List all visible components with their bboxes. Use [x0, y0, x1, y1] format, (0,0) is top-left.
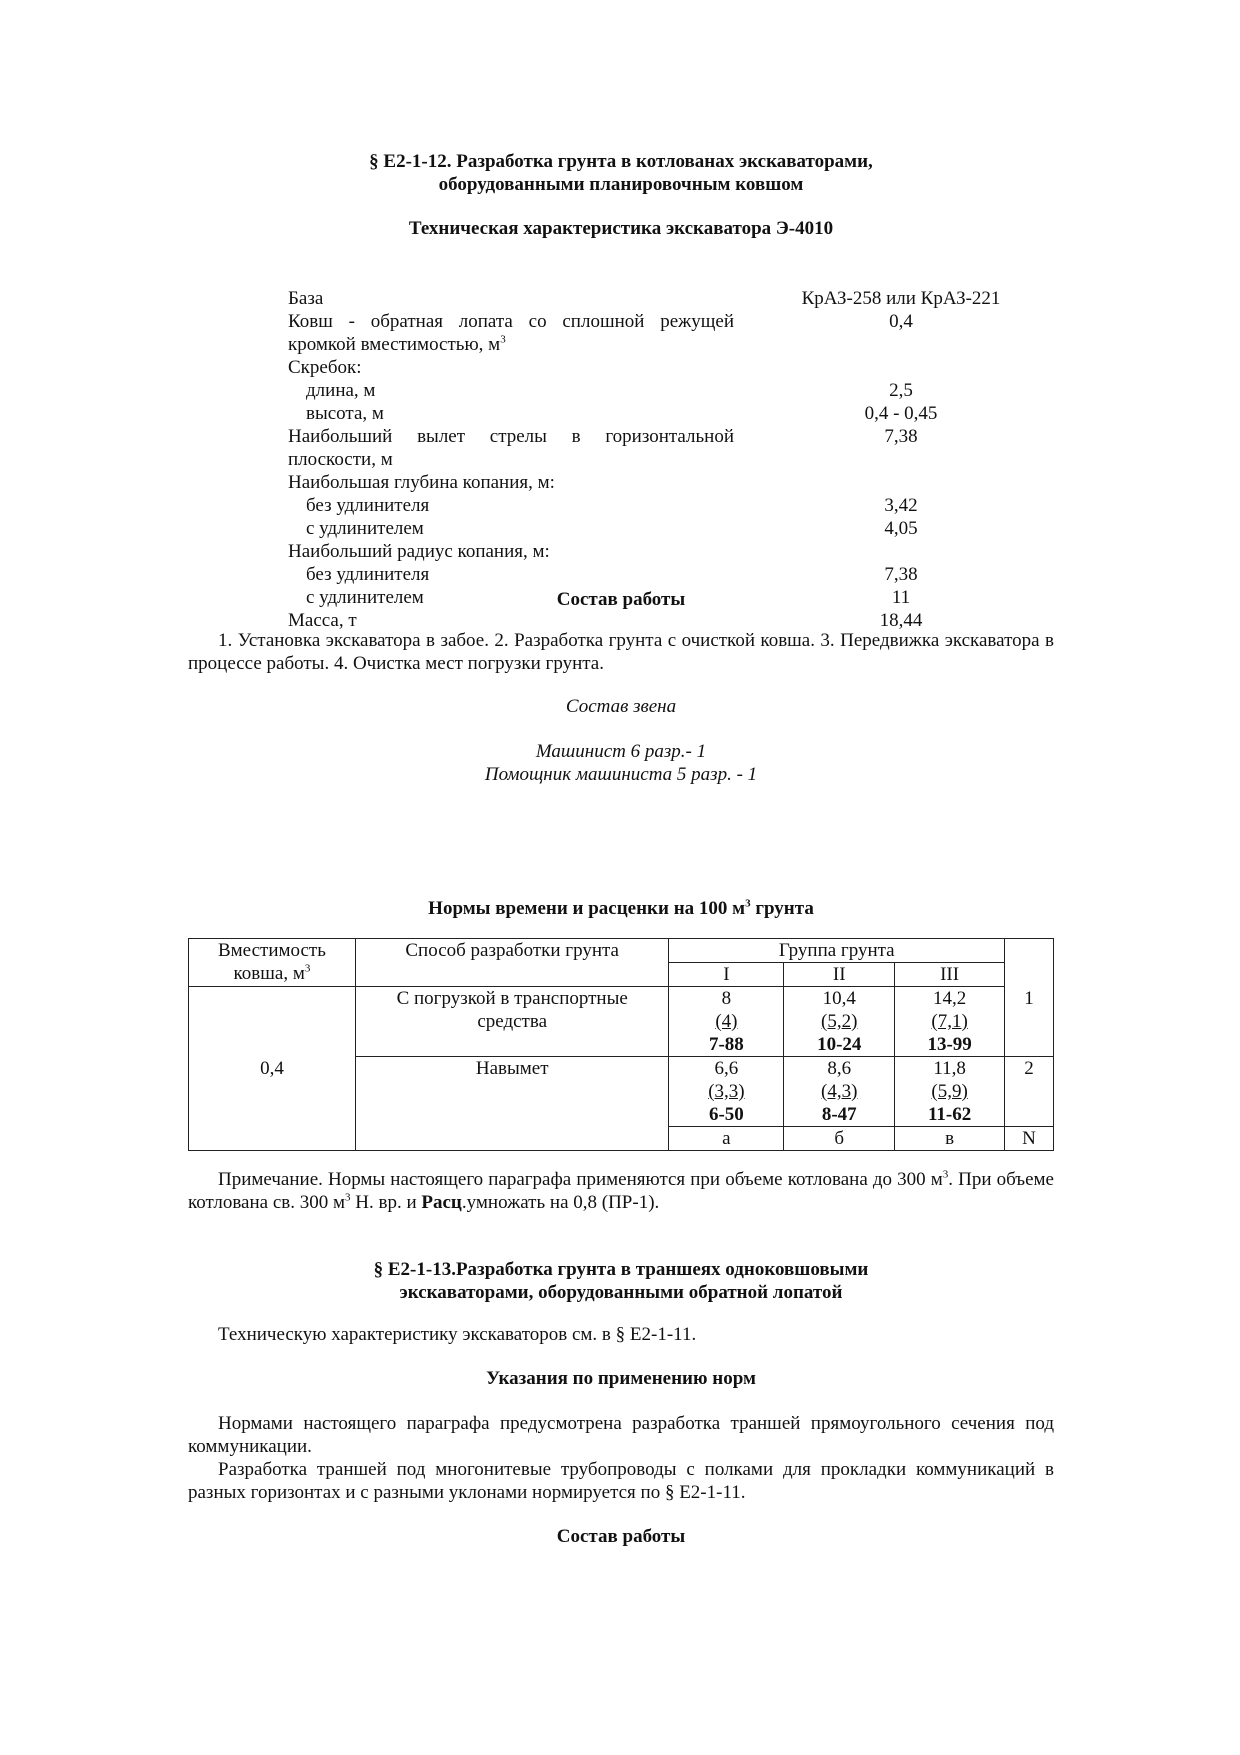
tech-ref: Техническую характеристику экскаваторов см. в § Е2-1-11.: [218, 1324, 697, 1345]
norms-title: [188, 897, 1054, 920]
norms-table: [188, 938, 1054, 1151]
row-number: 2: [1005, 1057, 1054, 1127]
spec-value: 2,5: [889, 380, 913, 401]
section1-title-line2: оборудованными планировочным ковшом: [438, 174, 804, 195]
note-sup-1: 3: [942, 1168, 949, 1181]
machine-time: (5,9): [931, 1081, 968, 1102]
crew-title: Состав звена: [565, 696, 677, 717]
spec-label-text: без удлинителя: [306, 564, 430, 585]
footer-v: в: [895, 1127, 1005, 1151]
spec-label: [288, 540, 734, 563]
spec-row: [288, 287, 1068, 310]
spec-value: [734, 356, 1068, 379]
spec-row: [288, 471, 1068, 494]
spec-label: [288, 494, 734, 517]
header-capacity-text: Вместимость ковша, м: [217, 940, 326, 984]
section2-title: [188, 1258, 1054, 1304]
spec-label-text: без удлинителя: [306, 495, 430, 516]
time-norm: 8: [721, 988, 732, 1009]
header-capacity-sup: 3: [304, 962, 311, 975]
value-cell: [895, 987, 1005, 1057]
crew-line-1: Машинист 6 разр.- 1: [535, 741, 707, 762]
spec-label-text: Скребок:: [288, 357, 362, 378]
rate: 11-62: [927, 1104, 972, 1125]
spec-label-text: длина, м: [306, 380, 376, 401]
time-norm: 11,8: [933, 1058, 966, 1079]
time-norm: 6,6: [714, 1058, 739, 1079]
note-sup-2: 3: [345, 1191, 351, 1204]
table-row: [189, 987, 1054, 1057]
norms-title-end: грунта: [750, 898, 814, 919]
note: [188, 1168, 1054, 1214]
spec-label-text: Наибольший вылет стрелы в горизонтальной плоскости, м: [288, 426, 734, 470]
machine-time: (4): [715, 1011, 738, 1032]
spec-label: [288, 287, 734, 310]
spec-value: 4,05: [884, 518, 918, 539]
value-cell: [895, 1057, 1005, 1127]
spec-label-text: База: [288, 288, 324, 309]
time-norm: 10,4: [822, 988, 856, 1009]
header-group: Группа грунта: [669, 939, 1005, 963]
note-part-c: Н. вр. и: [350, 1192, 422, 1213]
spec-label: [288, 425, 734, 471]
guide-paragraph-1: Нормами настоящего параграфа предусмотрена разработка траншей прямоугольного сечения под коммуникации.: [188, 1413, 1054, 1457]
spec-row: [288, 402, 1068, 425]
spec-row: [288, 494, 1068, 517]
capacity-cell: 0,4: [189, 987, 356, 1151]
spec-label-text: Масса, т: [288, 610, 357, 631]
spec-label: [288, 356, 734, 379]
spec-value: КрАЗ-258 или КрАЗ-221: [801, 288, 1001, 309]
header-capacity: [189, 939, 356, 987]
spec-label-text: высота, м: [306, 403, 384, 424]
spec-label-text: с удлинителем: [306, 587, 424, 608]
spec-title: Техническая характеристика экскаватора Э-4010: [408, 218, 834, 239]
spec-label-text: Ковш - обратная лопата со сплошной режущей кромкой вместимостью, м: [288, 311, 734, 355]
header-method: Способ разработки грунта: [355, 939, 669, 987]
section2-work-title: Состав работы: [556, 1526, 686, 1547]
spec-label: [288, 471, 734, 494]
spec-row: [288, 517, 1068, 540]
footer-n: N: [1005, 1127, 1054, 1151]
section2-title-line2: экскаваторами, оборудованными обратной лопатой: [399, 1282, 843, 1303]
norms-title-text: Нормы времени и расценки на 100 м: [428, 898, 746, 919]
spec-label-sup: 3: [500, 333, 506, 346]
crew-list: [188, 740, 1054, 786]
method-cell: С погрузкой в транспортные средства: [355, 987, 669, 1057]
spec-value: [734, 540, 1068, 563]
spec-label-text: с удлинителем: [306, 518, 424, 539]
work-title: Состав работы: [556, 589, 686, 610]
value-cell: [669, 987, 784, 1057]
guide-title: Указания по применению норм: [486, 1368, 756, 1389]
footer-b: б: [784, 1127, 895, 1151]
section2-title-line1: § Е2-1-13.Разработка грунта в траншеях одноковшовыми: [373, 1259, 869, 1280]
spec-value: 3,42: [884, 495, 918, 516]
header-group-1: I: [669, 963, 784, 987]
section1-title: [188, 150, 1054, 196]
guide-paragraph-2: Разработка траншей под многонитевые трубопроводы с полками для прокладки коммуникаций в разных горизонтах и с разными уклонами нормируется по § Е2-1-11.: [188, 1459, 1054, 1503]
value-cell: [784, 987, 895, 1057]
header-n-empty: [1005, 939, 1054, 987]
spec-value: 7,38: [884, 564, 918, 585]
spec-row: [288, 425, 1068, 471]
rate: 10-24: [817, 1034, 862, 1055]
spec-table: [288, 287, 1068, 632]
spec-label-text: Наибольший радиус копания, м:: [288, 541, 550, 562]
note-part-d: .умножать на 0,8 (ПР-1).: [461, 1192, 660, 1213]
spec-row: [288, 310, 1068, 356]
machine-time: (4,3): [821, 1081, 858, 1102]
spec-value: 0,4: [889, 311, 913, 332]
time-norm: 14,2: [932, 988, 967, 1009]
spec-value: 7,38: [884, 426, 918, 447]
spec-label: [288, 379, 734, 402]
machine-time: (7,1): [931, 1011, 968, 1032]
note-bold: Расц: [421, 1192, 462, 1213]
method-cell: Навымет: [355, 1057, 669, 1151]
norms-title-sup: 3: [745, 897, 751, 910]
table-header-row: [189, 939, 1054, 963]
rate: 6-50: [708, 1104, 744, 1125]
header-group-2: II: [784, 963, 895, 987]
header-group-3: III: [895, 963, 1005, 987]
row-number: 1: [1005, 987, 1054, 1057]
spec-row: [288, 379, 1068, 402]
spec-value: 18,44: [879, 610, 923, 631]
spec-value: 11: [891, 587, 911, 608]
note-part-b: . При объеме котлована св. 300 м: [188, 1169, 1054, 1213]
spec-row: [288, 356, 1068, 379]
spec-label: [288, 563, 734, 586]
spec-label: [288, 517, 734, 540]
rate: 13-99: [927, 1034, 972, 1055]
spec-label: [288, 402, 734, 425]
machine-time: (3,3): [708, 1081, 745, 1102]
value-cell: [669, 1057, 784, 1127]
footer-a: а: [669, 1127, 784, 1151]
time-norm: 8,6: [827, 1058, 852, 1079]
spec-row: [288, 540, 1068, 563]
spec-value: [734, 471, 1068, 494]
work-text: 1. Установка экскаватора в забое. 2. Разработка грунта с очисткой ковша. 3. Передвижка экскаватора в процессе работы. 4. Очистка мест погрузки грунта.: [188, 630, 1054, 674]
section1-title-line1: § Е2-1-12. Разработка грунта в котлованах экскаваторами,: [369, 151, 873, 172]
spec-row: [288, 563, 1068, 586]
note-part-a: Примечание. Нормы настоящего параграфа применяются при объеме котлована до 300 м: [218, 1169, 943, 1190]
rate: 8-47: [821, 1104, 857, 1125]
machine-time: (5,2): [821, 1011, 858, 1032]
value-cell: [784, 1057, 895, 1127]
crew-line-2: Помощник машиниста 5 разр. - 1: [484, 764, 758, 785]
rate: 7-88: [708, 1034, 744, 1055]
spec-label: [288, 310, 734, 356]
spec-label-text: Наибольшая глубина копания, м:: [288, 472, 555, 493]
spec-value: 0,4 - 0,45: [864, 403, 938, 424]
